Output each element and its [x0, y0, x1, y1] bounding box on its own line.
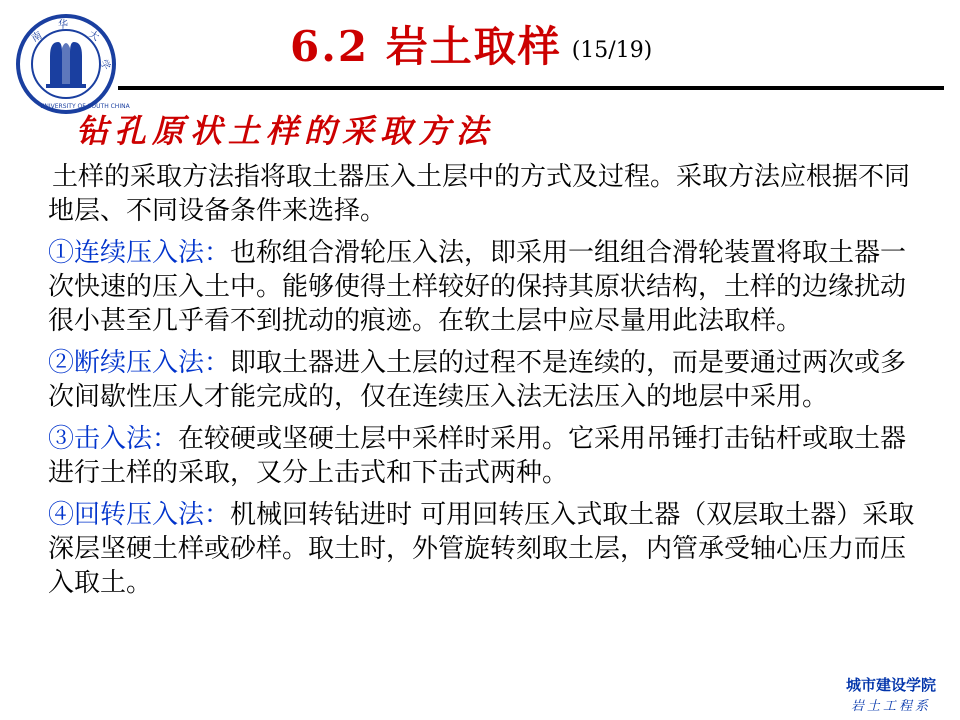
- method-label: ①连续压入法：: [48, 238, 231, 268]
- method-paragraph-1: [48, 236, 928, 338]
- footer-department: 岩土工程系: [850, 699, 931, 714]
- slide-title: [290, 14, 652, 74]
- intro-paragraph: 土样的采取方法指将取土器压入土层中的方式及过程。采取方法应根据不同地层、不同设备条件来选择。: [48, 162, 911, 226]
- slide-title-text: 6.2 岩土取样: [290, 22, 562, 71]
- svg-text:UNIVERSITY OF SOUTH CHINA: UNIVERSITY OF SOUTH CHINA: [40, 103, 130, 110]
- method-text: 即取土器进入土层的过程不是连续的，而是要通过两次或多次间歇性压人才能完成的，仅在连续压入法无法压入的地层中采用。: [48, 348, 907, 412]
- svg-text:南: 南: [30, 30, 45, 45]
- method-text: 也称组合滑轮压入法，即采用一组组合滑轮装置将取土器一次快速的压入土中。能够使得土样较好的保持其原状结构，土样的边缘扰动很小甚至几乎看不到扰动的痕迹。在软土层中应尽量用此法取样。: [48, 238, 907, 336]
- method-text: 在较硬或坚硬土层中采样时采用。它采用吊锤打击钻杆或取土器进行土样的采取，又分上击式和下击式两种。: [48, 424, 907, 488]
- slide-body: [48, 160, 928, 608]
- page-counter: (15/19): [571, 37, 653, 63]
- svg-text:大: 大: [86, 29, 101, 44]
- method-label: ③击入法：: [48, 424, 179, 454]
- svg-text:学: 学: [97, 58, 112, 73]
- method-paragraph-2: [48, 346, 928, 414]
- title-divider: [118, 86, 944, 90]
- method-paragraph-4: [48, 498, 928, 600]
- method-text: 机械回转钻进时 可用回转压入式取土器（双层取土器）采取深层坚硬土样或砂样。取土时，外管旋转刻取土层，内管承受轴心压力而压入取土。: [48, 500, 915, 598]
- section-heading: 钻孔原状土样的采取方法: [76, 112, 495, 150]
- footer-school: 城市建设学院: [845, 676, 936, 694]
- method-paragraph-3: [48, 422, 928, 490]
- footer-branding: [846, 674, 936, 714]
- method-label: ②断续压入法：: [48, 348, 231, 378]
- method-label: ④回转压入法：: [48, 500, 231, 530]
- university-logo: [14, 12, 130, 116]
- svg-text:华: 华: [58, 20, 68, 31]
